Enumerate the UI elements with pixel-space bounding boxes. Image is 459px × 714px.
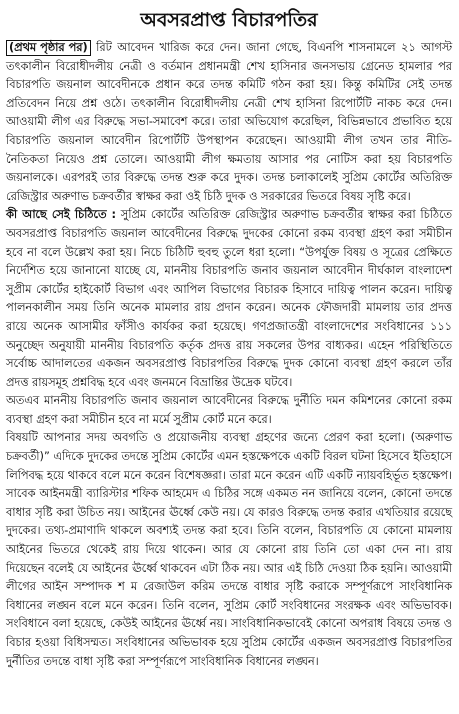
article-paragraph-3 [6, 392, 452, 429]
paragraph-text: সুপ্রিম কোর্টের অতিরিক্ত রেজিস্ট্রার অরুণাভ চক্রবর্তীর স্বাক্ষর করা চিঠিতে অবসরপ্রাপ্ত বিচারপতি জয়নাল আবেদীনের বিরুদ্ধে দুদকের কোনো রকম ব্যবস্থা গ্রহণ করা সমীচীন হবে না বলে উল্লেখ করা হয়। নিচে চিঠিটি হুবহু তুলে ধরা হলো। “উপর্যুক্ত বিষয় ও সূত্রের প্রেক্ষিতে নির্দেশিত হয়ে জানানো যাচ্ছে যে, মাননীয় বিচারপতি জনাব জয়নাল আবেদীন দীর্ঘকাল বাংলাদেশ সুপ্রীম কোর্টের হাইকোর্ট বিভাগ এবং আপিল বিভাগের বিচারক হিসাবে দায়িত্ব পালন করেন। দায়িত্ব পালনকালীন সময় তিনি অনেক মামলার রায় প্রদান করেন। অনেক ফৌজদারী মামলায় তার প্রদত্ত রায়ে অনেক আসামীর ফাঁসীও কার্যকর করা হয়েছে। গণপ্রজাতন্ত্রী বাংলাদেশের সংবিধানের ১১১ অনুচ্ছেদ অনুযায়ী মাননীয় বিচারপতি কর্তৃক প্রদত্ত রায় সকলের উপর বাধ্যকর। এহেন পরিস্থিতিতে সর্বোচ্চ আদালতের একজন অবসরপ্রাপ্ত বিচারপতির বিরুদ্ধে দুদক কোনো ব্যবস্থা গ্রহণ করলে তাঁর প্রদত্ত রায়সমূহ প্রশ্নবিদ্ধ হবে এবং জনমনে বিভ্রান্তির উদ্রেক ঘটবে। [6, 208, 453, 389]
article-paragraph-2 [6, 206, 452, 392]
paragraph-text: রিট আবেদন খারিজ করে দেন। জানা গেছে, বিএনপি শাসনামলে ২১ আগস্ট তৎকালীন বিরোধীদলীয় নেত্রী ও বর্তমান প্রধানমন্ত্রী শেখ হাসিনার জনসভায় গ্রেনেড হামলার পর বিচারপতি জয়নাল আবেদীনকে প্রধান করে তদন্ত কমিটি গঠন করা হয়। কিন্তু কমিটির সেই তদন্ত প্রতিবেদন নিয়ে প্রশ্ন ওঠে। তৎকালীন বিরোধীদলীয় নেত্রী শেখ হাসিনা রিপোর্টটি নাকচ করে দেন। আওয়ামী লীগ এর বিরুদ্ধে সভা-সমাবেশ করে। তারা অভিযোগ করেছিল, বিভিন্নভাবে প্রভাবিত হয়ে বিচারপতি জয়নাল আবেদীন রিপোর্টটি উপস্থাপন করেছেন। আওয়ামী লীগ তখন তার নীতি-নৈতিকতা নিয়েও প্রশ্ন তোলে। আওয়ামী লীগ ক্ষমতায় আসার পর নোটিস করা হয় বিচারপতি জয়নালকে। এরপরই তার বিরুদ্ধে তদন্ত শুরু করে দুদক। তদন্ত চলাকালেই সুপ্রিম কোর্টের অতিরিক্ত রেজিস্ট্রার অরুণাভ চক্রবর্তীর স্বাক্ষর করা ওই চিঠি দুদক ও সরকারের ভিতরে বিষয় সৃষ্টি করে। [6, 41, 453, 203]
letter-subheading: কী আছে সেই চিঠিতে : [6, 208, 117, 222]
article-body [6, 39, 452, 671]
article-paragraph-4 [6, 429, 452, 671]
paragraph-text: অতএব মাননীয় বিচারপতি জনাব জয়নাল আবেদীনের বিরুদ্ধে দুর্নীতি দমন কমিশনের কোনো রকম ব্যবস্থা গ্রহণ করা সমীচীন হবে না মর্মে সুপ্রীম কোর্ট মনে করে। [6, 394, 452, 426]
article-headline: অবসরপ্রাপ্ত বিচারপতির [140, 9, 318, 31]
continuation-tag: (প্রথম পৃষ্ঠার পর) [6, 40, 91, 56]
article-paragraph-1 [6, 39, 452, 206]
paragraph-text: বিষয়টি আপনার সদয় অবগতি ও প্রয়োজনীয় ব্যবস্থা গ্রহণের জন্যে প্রেরণ করা হলো। (অরুণাভ চক্রবর্তী)” এদিকে দুদকের তদন্তে সুপ্রিম কোর্টের এমন হস্তক্ষেপকে একটি বিরল ঘটনা হিসেবে ইতিহাসে লিপিবদ্ধ হয়ে থাকবে বলে মনে করেন বিশেষজ্ঞরা। তারা মনে করেন এটি একটি ন্যায়বহির্ভূত হস্তক্ষেপ। সাবেক আইনমন্ত্রী ব্যারিস্টার শফিক আহমেদ এ চিঠির সঙ্গে একমত নন জানিয়ে বলেন, কোনো তদন্তে বাধার সৃষ্টি করা উচিত নয়। আইনের ঊর্ধ্বে কেউ নয়। যে কারও বিরুদ্ধে তদন্ত করার এখতিয়ার রয়েছে দুদকের। তথ্য-প্রমাণাদি থাকলে অবশ্যই তদন্ত করা হবে। তিনি বলেন, বিচারপতি যে কোনো মামলায় আইনের ভিতরে থেকেই রায় দিয়ে থাকেন। আর যে কোনো রায় তিনি তো একা দেন না। রায় দিয়েছেন বলেই যে আইনের ঊর্ধ্বে থাকবেন এটা ঠিক নয়। আর এই চিঠি দেওয়া ঠিক হয়নি। আওয়ামী লীগের আইন সম্পাদক শ ম রেজাউল করিম তদন্তে বাধার সৃষ্টি করাকে সম্পূর্ণরূপে সাংবিধানিক বিধানের লঙ্ঘন বলে মনে করেন। তিনি বলেন, সুপ্রিম কোর্ট সংবিধানের সংরক্ষক এবং অভিভাবক। সংবিধানে বলা হয়েছে, কেউই আইনের ঊর্ধ্বে নয়। সাংবিধানিকভাবেই কোনো অপরাধ বিষয়ে তদন্ত ও বিচার হওয়া বিধিসম্মত। সংবিধানের অভিভাবক হয়ে সুপ্রিম কোর্টের একজন অবসরপ্রাপ্ত বিচারপতির দুর্নীতির তদন্তে বাধা সৃষ্টি করা সম্পূর্ণরূপে সাংবিধানিক বিধানের লঙ্ঘন। [6, 431, 452, 668]
